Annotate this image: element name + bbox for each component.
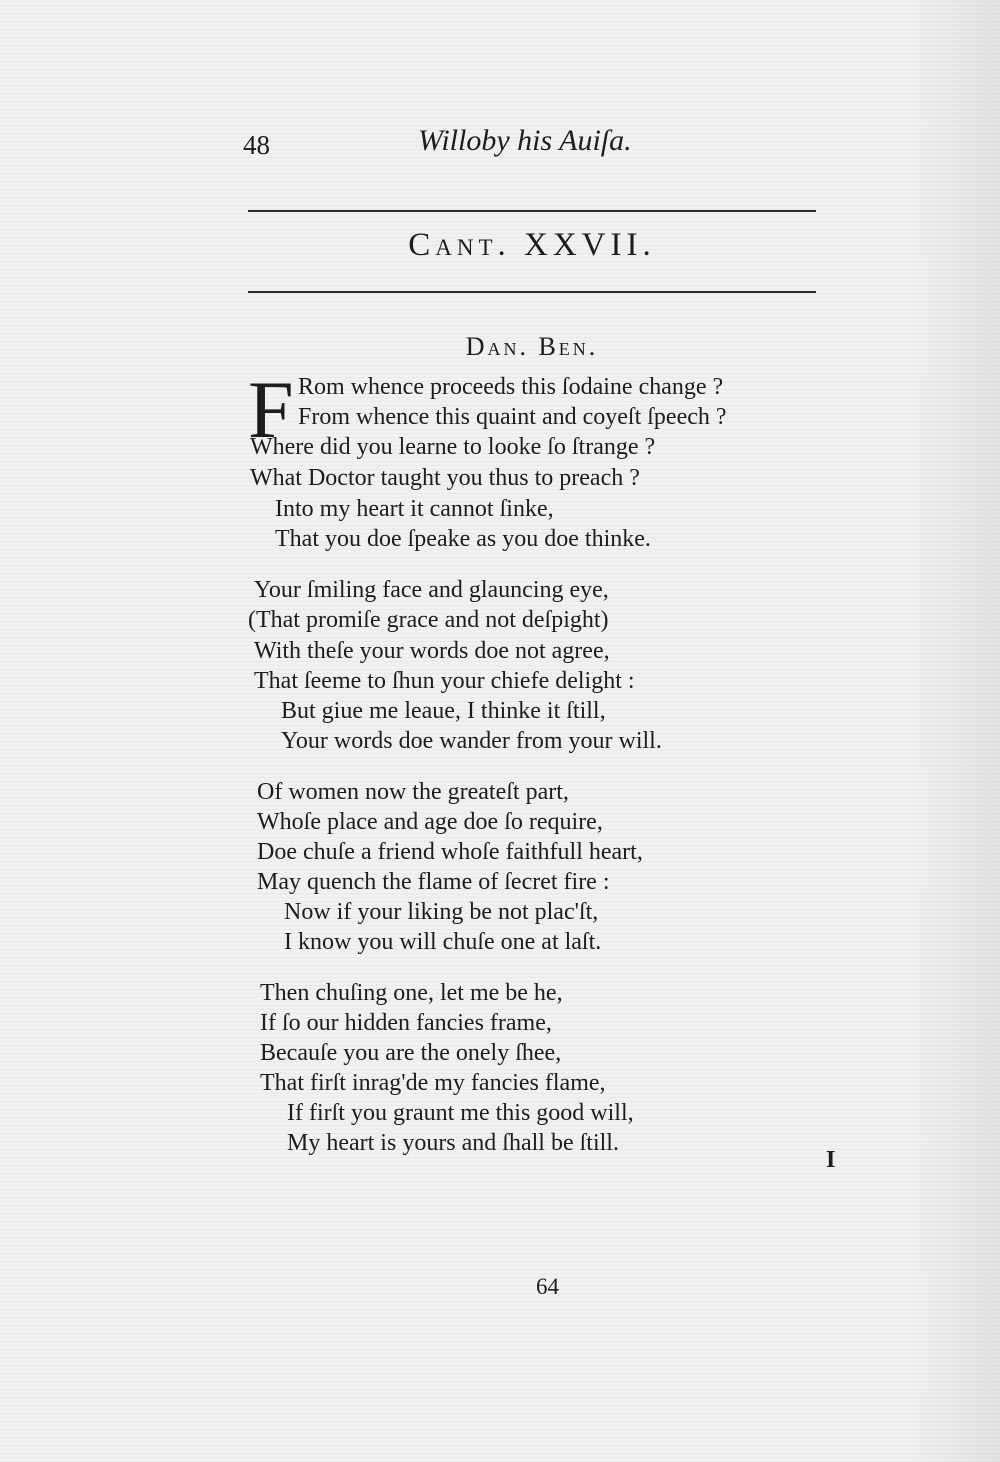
verse-line: Into my heart it cannot ſinke, bbox=[275, 496, 554, 522]
verse-line: But giue me leaue, I thinke it ſtill, bbox=[281, 698, 606, 724]
page-number: 48 bbox=[243, 130, 270, 160]
verse-line: What Doctor taught you thus to preach ? bbox=[250, 465, 640, 491]
verse-line: Then chuſing one, let me be he, bbox=[260, 980, 563, 1006]
verse-line: That you doe ſpeake as you doe thinke. bbox=[275, 526, 651, 552]
bottom-rule bbox=[248, 291, 816, 293]
verse-line: May quench the flame of ſecret fire : bbox=[257, 869, 610, 895]
speaker-heading: Dan. Ben. bbox=[465, 332, 599, 361]
verse-line: Your words doe wander from your will. bbox=[281, 728, 662, 754]
verse-line: From whence this quaint and coyeſt ſpeech ? bbox=[298, 404, 727, 430]
verse-line: Rom whence proceeds this ſodaine change ? bbox=[298, 374, 724, 400]
verse-line: Where did you learne to looke ſo ſtrange ? bbox=[250, 434, 656, 460]
verse-line: Whoſe place and age doe ſo require, bbox=[257, 809, 603, 835]
folio-number: 64 bbox=[536, 1274, 559, 1299]
verse-line: With theſe your words doe not agree, bbox=[254, 638, 610, 664]
verse-line: Of women now the greateſt part, bbox=[257, 779, 569, 805]
verse-line: (That promiſe grace and not deſpight) bbox=[248, 607, 609, 633]
verse-line: Becauſe you are the onely ſhee, bbox=[260, 1040, 562, 1066]
verse-line: Doe chuſe a friend whoſe faithfull heart, bbox=[257, 839, 643, 865]
catchword: I bbox=[826, 1147, 836, 1173]
verse-line: I know you will chuſe one at laſt. bbox=[284, 929, 602, 955]
verse-line: If firſt you graunt me this good will, bbox=[287, 1100, 634, 1126]
top-rule bbox=[248, 210, 816, 212]
verse-line: My heart is yours and ſhall be ſtill. bbox=[287, 1130, 619, 1156]
verse-line: Now if your liking be not plac'ſt, bbox=[284, 899, 599, 925]
verse-line: If ſo our hidden fancies frame, bbox=[260, 1010, 552, 1036]
verse-line: That ſeeme to ſhun your chiefe delight : bbox=[254, 668, 635, 694]
running-title: Willoby his Auiſa. bbox=[418, 124, 632, 157]
canto-title: Cant. XXVII. bbox=[408, 227, 656, 263]
drop-cap: F bbox=[248, 364, 294, 455]
verse-line: Your ſmiling face and glauncing eye, bbox=[254, 577, 609, 603]
verse-line: That firſt inrag'de my fancies flame, bbox=[260, 1070, 606, 1096]
